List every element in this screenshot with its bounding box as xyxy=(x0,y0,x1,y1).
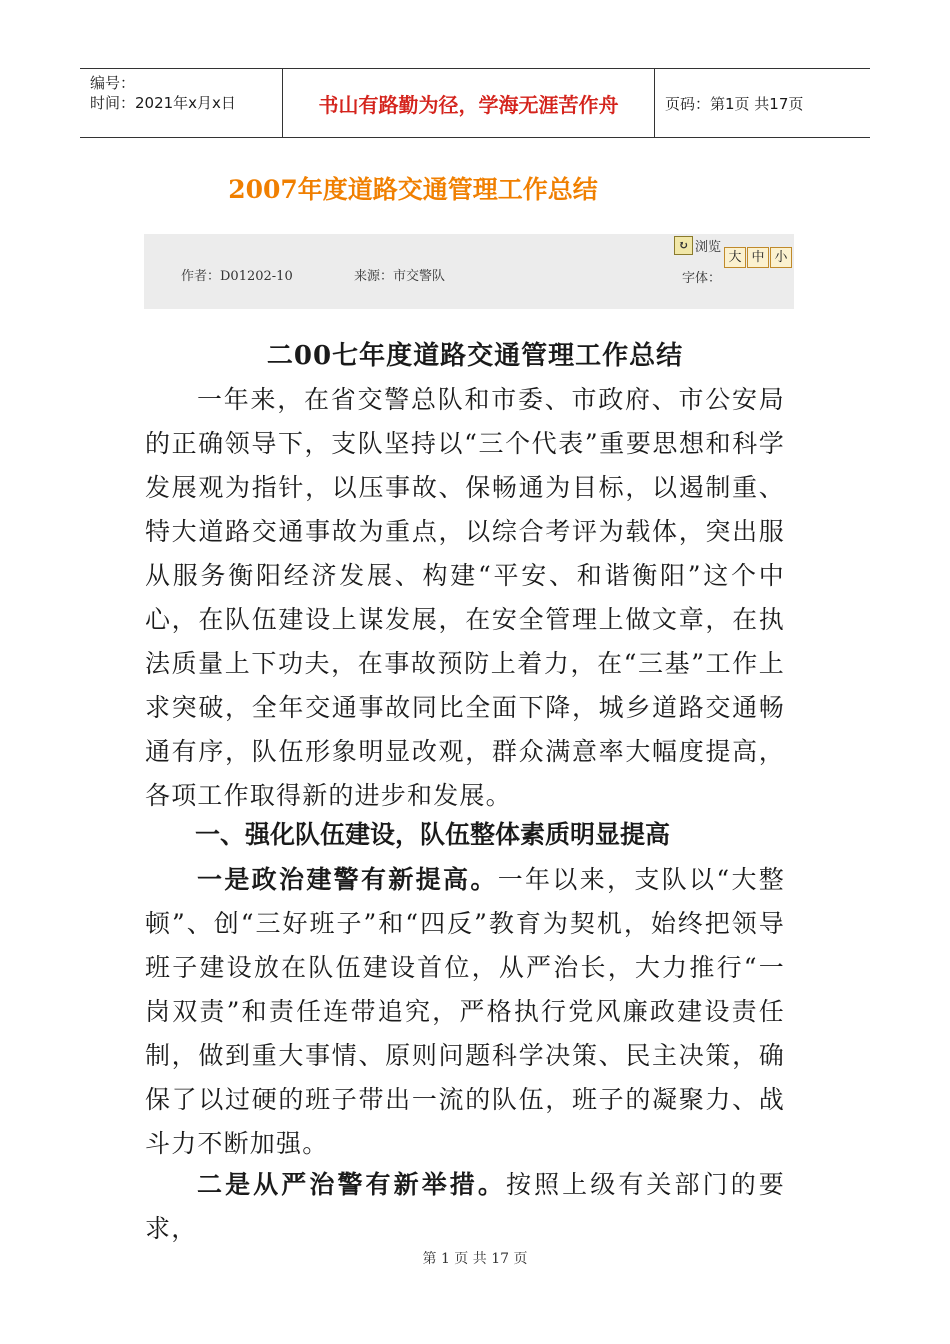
source: 来源：市交警队 xyxy=(354,269,446,284)
meta-box xyxy=(144,234,794,309)
font-size-small-button[interactable]: 小 xyxy=(770,247,792,268)
page-info: 页码：第1页 共17页 xyxy=(665,94,804,113)
font-label: 字体： xyxy=(682,271,722,286)
font-size-large-button[interactable]: 大 xyxy=(724,247,746,268)
number-label: 编号： xyxy=(90,74,136,92)
paragraph-1-text: 一年以来，支队以“大整顿”、创“三好班子”和“四反”教育为契机，始终把领导班子建设放在队伍建设首位，从严治长，大力推行“一岗双责”和责任连带追究，严格执行党风廉政建设责任制，做到重大事情、原则问题科学决策、民主决策，确保了以过硬的班子带出一流的队伍，班子的凝聚力、战斗力不断加强。 xyxy=(145,865,786,1158)
article-heading: 二00七年度道路交通管理工作总结 xyxy=(266,341,684,371)
browse-link[interactable] xyxy=(674,236,721,255)
paragraph-2-text: 按照上级有关部门的要求， xyxy=(145,1170,785,1243)
section-heading: 一、强化队伍建设，队伍整体素质明显提高 xyxy=(195,820,671,849)
motto: 书山有路勤为径，学海无涯苦作舟 xyxy=(318,92,619,117)
paragraph-2-lead: 二是从严治警有新举措。 xyxy=(197,1170,506,1199)
paragraph-1-lead: 一是政治建警有新提高。 xyxy=(197,865,498,894)
paragraph-2 xyxy=(145,1163,785,1251)
header-left-cell xyxy=(90,73,236,113)
time-label: 时间：2021年x月x日 xyxy=(90,94,236,112)
document-title: 2007年度道路交通管理工作总结 xyxy=(228,175,598,204)
font-size-switcher xyxy=(724,247,793,268)
page-footer: 第 1 页 共 17 页 xyxy=(422,1251,528,1267)
author: 作者：D01202-10 xyxy=(181,269,293,284)
intro-paragraph: 一年来，在省交警总队和市委、市政府、市公安局的正确领导下，支队坚持以“三个代表”重要思想和科学发展观为指针，以压事故、保畅通为目标，以遏制重、特大道路交通事故为重点，以综合考评为载体，突出服从服务衡阳经济发展、构建“平安、和谐衡阳”这个中心，在队伍建设上谋发展，在安全管理上做文章，在执法质量上下功夫，在事故预防上着力，在“三基”工作上求突破，全年交通事故同比全面下降，城乡道路交通畅通有序，队伍形象明显改观，群众满意率大幅度提高，各项工作取得新的进步和发展。 xyxy=(145,385,785,810)
paragraph-1 xyxy=(145,858,785,1166)
header-table xyxy=(80,68,870,138)
browse-icon[interactable]: ↻ xyxy=(674,236,693,255)
font-size-medium-button[interactable]: 中 xyxy=(747,247,769,268)
header-divider xyxy=(654,69,655,137)
browse-label[interactable]: 浏览 xyxy=(695,240,722,255)
